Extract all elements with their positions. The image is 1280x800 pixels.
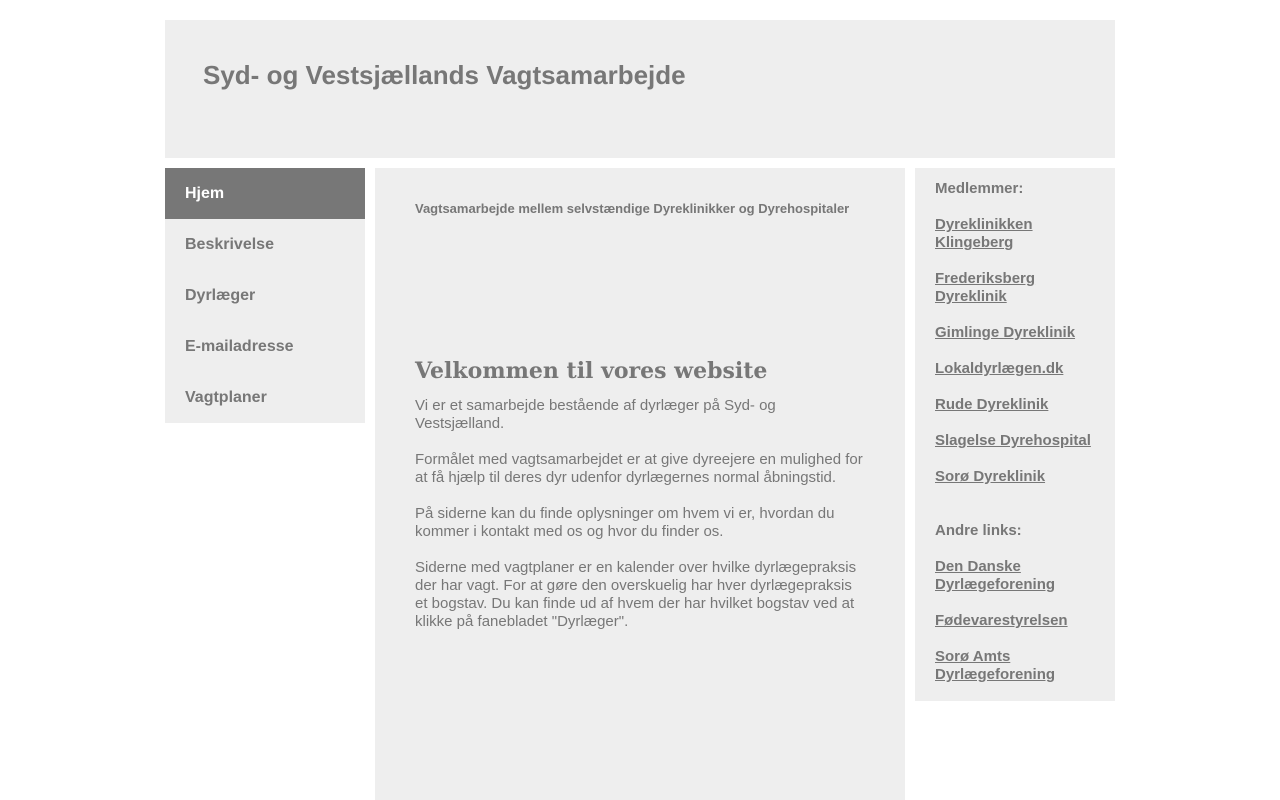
member-link-soroe-dyreklinik[interactable]: Sorø Dyreklinik [935,468,1046,485]
nav-item-vagtplaner[interactable]: Vagtplaner [185,389,267,406]
other-links-heading: Andre links: [935,522,1022,539]
sidebar [915,168,1115,701]
nav-item-hjem[interactable]: Hjem [165,168,365,219]
nav-item-e-mailadresse[interactable]: E-mailadresse [185,338,294,355]
main-content [375,168,905,800]
other-link-foedevarestyrelsen[interactable]: Fødevarestyrelsen [935,612,1068,629]
nav-item-beskrivelse[interactable]: Beskrivelse [185,236,274,253]
member-link-lokaldyrlaegen[interactable]: Lokaldyrlægen.dk [935,360,1064,377]
intro-text [415,397,867,649]
site-title: Syd- og Vestsjællands Vagtsamarbejde [203,60,686,90]
member-link-slagelse-dyrehospital[interactable]: Slagelse Dyrehospital [935,432,1091,449]
paragraph: Formålet med vagtsamarbejdet er at give dyreejere en mulighed for at få hjælp til deres dyr udenfor dyrlægernes normal åbningstid. [415,451,863,486]
tagline: Vagtsamarbejde mellem selvstændige Dyreklinikker og Dyrehospitaler [415,201,850,216]
sidebar-content [935,180,1105,702]
main-navigation [165,168,365,423]
member-link-frederiksberg-dyreklinik[interactable]: Frederiksberg Dyreklinik [935,270,1036,305]
other-link-den-danske-dyrlaegeforening[interactable]: Den Danske Dyrlægeforening [935,558,1056,593]
other-link-soroe-amts-dyrlaegeforening[interactable]: Sorø Amts Dyrlægeforening [935,648,1056,683]
paragraph: På siderne kan du finde oplysninger om hvem vi er, hvordan du kommer i kontakt med os og hvor du finder os. [415,505,835,540]
welcome-heading: Velkommen til vores website [415,358,768,384]
spacer [935,504,1105,522]
paragraph: Siderne med vagtplaner er en kalender over hvilke dyrlægepraksis der har vagt. For at gøre den overskuelig har hver dyrlægepraksis et bogstav. Du kan finde ud af hvem der har hvilket bogstav ved at klikke på fanebladet "Dyrlæger". [415,559,857,630]
member-link-dyreklinikken-klingeberg[interactable]: Dyreklinikken Klingeberg [935,216,1033,251]
site-header [165,20,1115,158]
paragraph: Vi er et samarbejde bestående af dyrlæger på Syd- og Vestsjælland. [415,397,776,432]
nav-item-dyrlaeger[interactable]: Dyrlæger [185,287,256,304]
member-link-gimlinge-dyreklinik[interactable]: Gimlinge Dyreklinik [935,324,1076,341]
member-link-rude-dyreklinik[interactable]: Rude Dyreklinik [935,396,1049,413]
members-heading: Medlemmer: [935,180,1024,197]
